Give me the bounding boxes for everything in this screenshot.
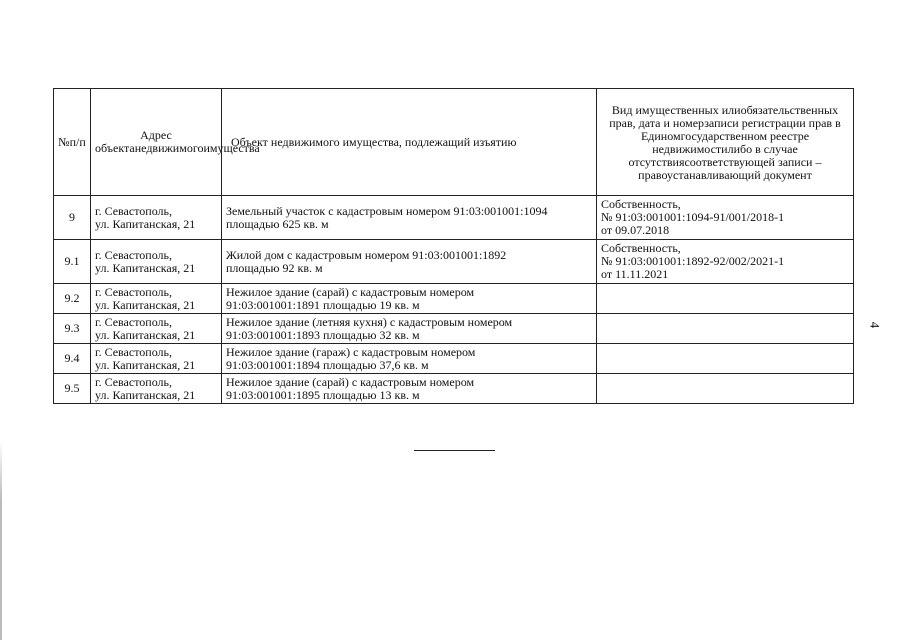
text-line: ул. Капитанская, 21: [95, 260, 196, 275]
cell-rights: [597, 344, 854, 374]
cell-rights: [597, 240, 854, 284]
cell-object: [222, 196, 597, 240]
cell-num: 9.2: [54, 284, 91, 314]
text-line: недвижимого: [134, 141, 204, 155]
page-number: 4: [867, 321, 883, 329]
text-line: г. Севастополь,: [95, 284, 173, 299]
text-line: п/п: [69, 134, 86, 149]
cell-num: 9.5: [54, 374, 91, 404]
cell-address: [91, 344, 222, 374]
table-row: [54, 240, 854, 284]
text-line: от 11.11.2021: [601, 267, 669, 281]
text-line: Адрес объекта: [95, 128, 172, 155]
header-object: [222, 89, 597, 196]
header-address: [91, 89, 260, 196]
text-line: Нежилое здание (летняя кухня) с кадастровым номером: [226, 314, 513, 329]
table-row: [54, 344, 854, 374]
scan-edge: [0, 440, 2, 640]
cell-object: [222, 344, 597, 374]
text-line: Земельный участок с кадастровым номером 91:03:001001:1094: [226, 203, 548, 218]
cell-num: 9: [54, 196, 91, 240]
text-line: обязательственных прав, дата и номер: [609, 103, 839, 130]
text-line: ул. Капитанская, 21: [95, 297, 196, 312]
text-line: Жилой дом с кадастровым номером 91:03:001001:1892: [226, 247, 507, 262]
cell-object: [222, 314, 597, 344]
text-line: Вид имущественных или: [611, 103, 741, 117]
table-row: [54, 196, 854, 240]
property-table: [53, 88, 854, 404]
text-line: №: [58, 134, 70, 149]
text-line: либо в случае отсутствия: [628, 142, 798, 169]
text-line: имущества: [203, 141, 260, 155]
table-row: [54, 314, 854, 344]
text-line: Объект недвижимого имущества, подлежащий изъятию: [231, 134, 517, 149]
cell-address: [91, 314, 222, 344]
text-line: г. Севастополь,: [95, 344, 173, 359]
cell-object: [222, 374, 597, 404]
cell-num: 9.1: [54, 240, 91, 284]
text-line: записи регистрации прав в Едином: [640, 116, 841, 143]
cell-num: 9.3: [54, 314, 91, 344]
text-line: г. Севастополь,: [95, 374, 173, 389]
cell-object: [222, 240, 597, 284]
text-line: г. Севастополь,: [95, 314, 173, 329]
cell-address: [91, 284, 222, 314]
text-line: от 09.07.2018: [601, 223, 670, 237]
text-line: 91:03:001001:1891 площадью 19 кв. м: [226, 297, 420, 312]
table-body: [54, 196, 854, 404]
text-line: № 91:03:001001:1094-91/001/2018-1: [601, 210, 785, 224]
text-line: Собственность,: [601, 197, 681, 211]
text-line: г. Севастополь,: [95, 247, 173, 262]
cell-object: [222, 284, 597, 314]
text-line: 91:03:001001:1893 площадью 32 кв. м: [226, 327, 420, 342]
text-line: соответствующей записи –: [684, 155, 822, 169]
text-line: № 91:03:001001:1892-92/002/2021-1: [601, 254, 785, 268]
text-line: ул. Капитанская, 21: [95, 327, 196, 342]
header-num: [54, 89, 91, 196]
text-line: Нежилое здание (сарай) с кадастровым номером: [226, 284, 475, 299]
text-line: Собственность,: [601, 241, 681, 255]
text-line: государственном реестре недвижимости: [652, 129, 810, 156]
table-header-row: [54, 89, 854, 196]
table-row: [54, 374, 854, 404]
text-line: 91:03:001001:1894 площадью 37,6 кв. м: [226, 357, 429, 372]
header-rights: [597, 89, 854, 196]
text-line: 91:03:001001:1895 площадью 13 кв. м: [226, 387, 420, 402]
text-line: ул. Капитанская, 21: [95, 357, 196, 372]
table-row: [54, 284, 854, 314]
text-line: Нежилое здание (сарай) с кадастровым номером: [226, 374, 475, 389]
cell-rights: [597, 284, 854, 314]
text-line: ул. Капитанская, 21: [95, 387, 196, 402]
cell-rights: [597, 196, 854, 240]
text-line: правоустанавливающий документ: [638, 168, 812, 182]
text-line: ул. Капитанская, 21: [95, 216, 196, 231]
cell-rights: [597, 314, 854, 344]
text-line: г. Севастополь,: [95, 203, 173, 218]
text-line: площадью 625 кв. м: [226, 216, 329, 231]
cell-rights: [597, 374, 854, 404]
cell-address: [91, 196, 222, 240]
closing-rule: [414, 450, 495, 451]
text-line: площадью 92 кв. м: [226, 260, 323, 275]
text-line: Нежилое здание (гараж) с кадастровым номером: [226, 344, 476, 359]
cell-num: 9.4: [54, 344, 91, 374]
cell-address: [91, 240, 222, 284]
cell-address: [91, 374, 222, 404]
